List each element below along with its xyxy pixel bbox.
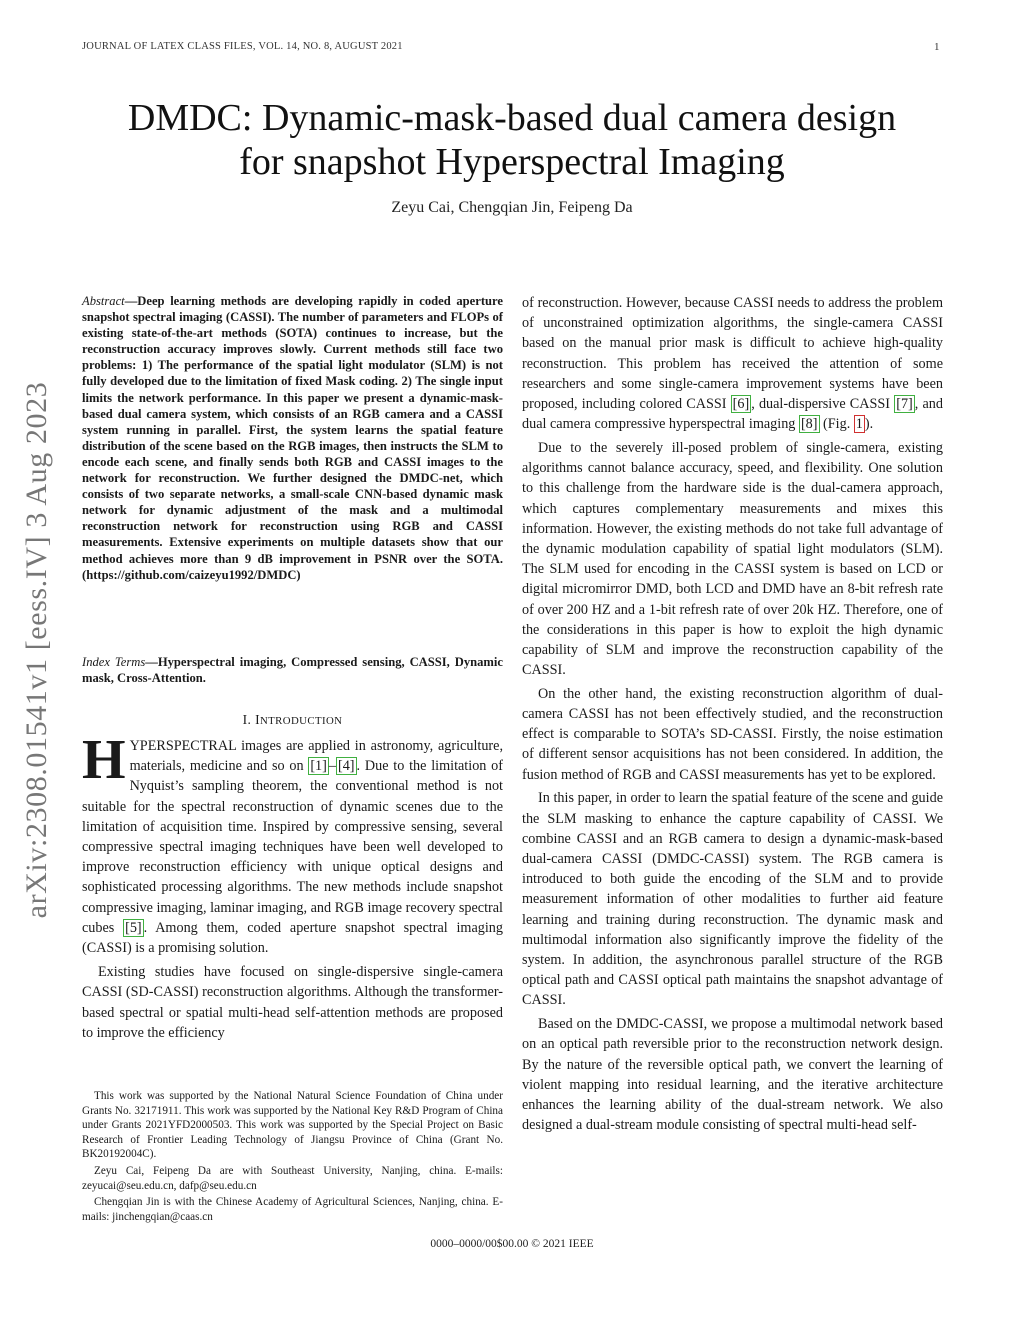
abstract [82, 293, 503, 583]
abstract-label: Abstract [82, 294, 125, 308]
intro-p1-text-a: YPERSPECTRAL images are applied in astronomy, agriculture, materials, medicine and so on [129, 738, 503, 775]
intro-p1-text-b: . Due to the limitation of Nyquist’s sampling theorem, the conventional method is not suitable for the spectral reconstruction of dynamic scenes due to the limitation of acquisition time. Inspired by compressive sensing, several compressive spectral imaging techniques have been well developed to improve reconstruction efficiency with unique optical designs and sophisticated processing algorithms. The new methods include snapshot compressive imaging, laminar imaging, and RGB image recovery spectral cubes [82, 758, 503, 936]
paper-title-line-1: DMDC: Dynamic-mask-based dual camera design [127, 97, 897, 139]
right-p1-text-b: , dual-dispersive CASSI [751, 396, 895, 413]
author-list: Zeyu Cai, Chengqian Jin, Feipeng Da [391, 199, 633, 216]
citation-range-dash: – [328, 758, 336, 775]
paper-title-line-2: for snapshot Hyperspectral Imaging [239, 141, 785, 183]
figure-link-1[interactable]: 1 [855, 416, 863, 433]
section-title-rest: NTRODUCTION [259, 715, 343, 727]
right-p1-text-a: of reconstruction. However, because CASSI needs to address the problem of unconstrained optimization algorithms, the single-camera CASSI based on the manual prior mask is difficult to achieve high-quality reconstruction. This problem has received the attention of some researchers and some single-camera improvement systems have been proposed, including colored CASSI [522, 295, 943, 413]
section-number: I. [242, 712, 252, 727]
right-column [522, 293, 943, 1139]
section-title-first: I [255, 712, 260, 727]
citation-link-4[interactable]: [4] [337, 758, 355, 775]
citation-link-8[interactable]: [8] [800, 416, 818, 433]
citation-link-6[interactable]: [6] [732, 396, 750, 413]
abstract-body: Deep learning methods are developing rapidly in coded aperture snapshot spectral imaging (CASSI). The number of parameters and FLOPs of existing state-of-the-art methods (SOTA) continues to increase, but the reconstruction accuracy improves slowly. Current methods still face two problems: 1) The performance of the spatial light modulator (SLM) is not fully developed due to the limitation of fixed Mask coding. 2) The single input limits the network performance. In this paper we present a dynamic-mask-based dual camera system, which consists of an RGB camera and a CASSI system running in parallel. First, the system learns the spatial feature distribution of the scene based on the RGB images, then instructs the SLM to encode each scene, and finally sends both RGB and CASSI images to the network for reconstruction. We further designed the DMDC-net, which consists of two separate networks, a small-scale CNN-based dynamic mask network for dynamic adjustment of the mask and a multimodal reconstruction network for reconstruction using RGB and CASSI measurements. Extensive experiments on multiple datasets show that our method achieves more than 9 dB improvement in PSNR over the SOTA. (https://github.com/caizeyu1992/DMDC) [82, 294, 503, 582]
drop-cap: H [82, 729, 126, 791]
copyright-footer: 0000–0000/00$00.00 © 2021 IEEE [430, 1238, 594, 1250]
right-paragraph-3: On the other hand, the existing reconstruction algorithm of dual-camera CASSI has not been effectively studied, and the reconstruction effect is comparable to SOTA’s SD-CASSI. Firstly, the noise estimation of different sensor acquisitions has not been considered. In addition, the fusion method of RGB and CASSI measurements has yet to be explored. [522, 685, 943, 783]
footnote-funding: This work was supported by the National Natural Science Foundation of China under Grants No. 32171911. This work was supported by the National Key R&D Program of China under Grants 2021YFD2000503. This work was supported by the Special Project on Basic Research of Frontier Leading Technology of Jiangsu Province of China (Grant No. BK20192004C). [82, 1090, 503, 1161]
intro-paragraph-1 [82, 729, 503, 958]
citation-link-1[interactable]: [1] [310, 758, 327, 775]
running-header: JOURNAL OF LATEX CLASS FILES, VOL. 14, NO. 8, AUGUST 2021 [82, 41, 403, 52]
right-paragraph-4: In this paper, in order to learn the spatial feature of the scene and guide the SLM masking to enhance the capture capability of CASSI. We combine CASSI and an RGB camera to design a dynamic-mask-based dual-camera CASSI (DMDC-CASSI) system. The RGB camera is introduced to both guide the encoding of the SLM and to provide measurement information of other modalities to further aid feature learning and training during reconstruction. The dynamic mask and multimodal information also significantly improve the fidelity of the system. In addition, the asynchronous parallel structure of the RGB optical path and CASSI optical path maintains the snapshot advantage of CASSI. [522, 790, 943, 1009]
footnote-affiliation-2: Chengqian Jin is with the Chinese Academy of Agricultural Sciences, Nanjing, china. E-mails: jinchengqian@caas.cn [82, 1196, 503, 1223]
abstract-dash: — [124, 294, 138, 308]
index-terms-label: Index Terms [82, 655, 146, 669]
citation-link-7[interactable]: [7] [896, 396, 913, 413]
index-terms-body: Hyperspectral imaging, Compressed sensing, CASSI, Dynamic mask, Cross-Attention. [82, 655, 504, 686]
arxiv-stamp-text: arXiv:2308.01541v1 [eess.IV] 3 Aug 2023 [20, 381, 53, 919]
right-paragraph-1 [522, 293, 943, 434]
citation-link-5[interactable]: [5] [125, 919, 142, 936]
right-p1-text-c: , and dual camera compressive hyperspectral imaging [522, 396, 943, 433]
intro-left-column [82, 729, 503, 1043]
right-p1-text-e: ). [864, 416, 874, 433]
footnotes [82, 1089, 503, 1226]
footnote-affiliation-1: Zeyu Cai, Feipeng Da are with Southeast University, Nanjing, china. E-mails: zeyucai@seu.edu.cn, dafp@seu.edu.cn [82, 1164, 503, 1192]
right-paragraph-2: Due to the severely ill-posed problem of single-camera, existing algorithms cannot balance accuracy, speed, and flexibility. One solution to this challenge from the hardware side is the dual-camera approach, which captures complementary measurements and mixes this information. However, the existing methods do not take full advantage of the dynamic modulation capability of spatial light modulators (SLM). The SLM used for encoding in the CASSI system is based on LCD or digital micromirror DMD, both LCD and DMD have an 8-bit refresh rate of over 200 HZ and a 1-bit refresh rate of over 20k HZ. Therefore, one of the considerations in this paper is how to exploit the high dynamic capability of SLM and improve the reconstruction capability of the CASSI. [522, 439, 943, 679]
intro-p1-text-c: . Among them, coded aperture snapshot spectral imaging (CASSI) is a promising solution. [82, 919, 503, 957]
section-heading [82, 712, 503, 728]
right-paragraph-5: Based on the DMDC-CASSI, we propose a multimodal network based on an optical path reversible prior to the reconstruction network design. By the nature of the reversible optical path, we convert the learning of violent mapping into residual learning, and the iterative architecture enhances the learning ability of the dual-stream network. We also designed a dual-stream module consisting of spectral multi-head self- [522, 1016, 943, 1134]
intro-paragraph-2: Existing studies have focused on single-dispersive single-camera CASSI (SD-CASSI) reconstruction algorithms. Although the transformer-based spectral or spatial multi-head self-attention methods are proposed to improve the efficiency [82, 964, 503, 1041]
index-terms-dash: — [145, 655, 158, 669]
right-p1-text-d: (Fig. [819, 416, 854, 433]
page-number: 1 [934, 41, 940, 53]
index-terms [82, 654, 503, 686]
arxiv-stamp [12, 300, 62, 1000]
